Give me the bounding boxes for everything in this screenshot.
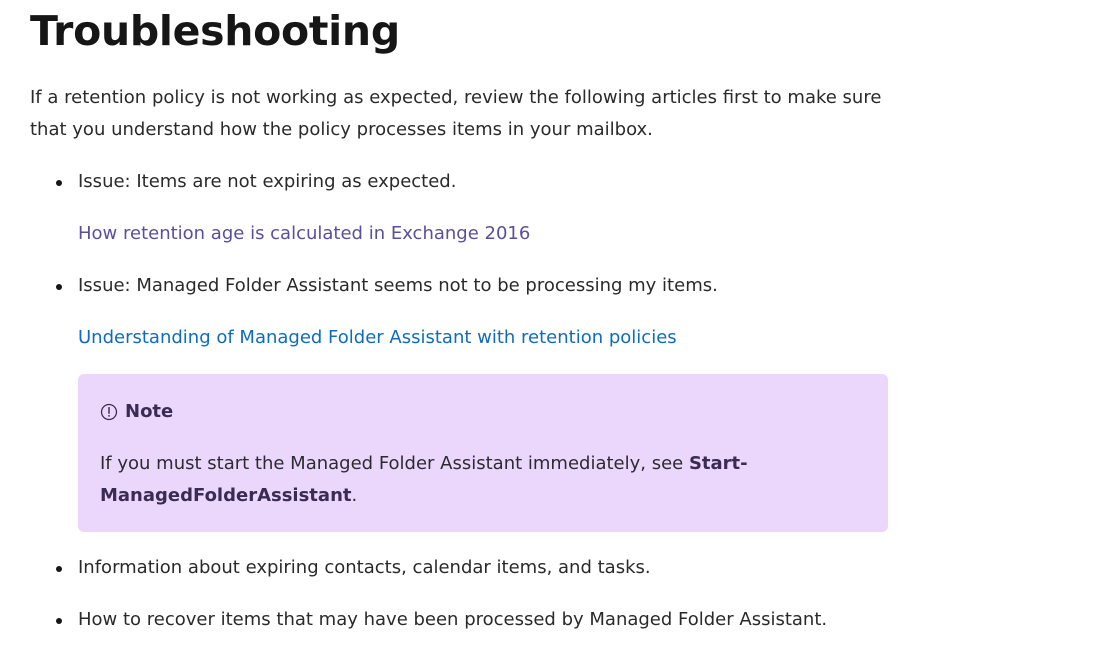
cmdlet-name: Start-ManagedFolderAssistant: [100, 453, 748, 506]
note-label: Note: [125, 401, 174, 422]
list-item: [30, 166, 930, 250]
list-item: [30, 270, 930, 532]
issue-text: Issue: Managed Folder Assistant seems not to be processing my items.: [78, 275, 718, 296]
managed-folder-assistant-link[interactable]: Understanding of Managed Folder Assistant with retention policies: [78, 327, 677, 348]
bullet-icon: [56, 566, 62, 572]
issue-text: Issue: Items are not expiring as expected.: [78, 171, 457, 192]
note-callout: [78, 374, 888, 532]
note-body: [100, 448, 866, 512]
list-item: [30, 552, 930, 584]
note-text-end: .: [351, 485, 358, 506]
info-text: How to recover items that may have been processed by Managed Folder Assistant.: [78, 609, 828, 630]
intro-paragraph: If a retention policy is not working as expected, review the following articles first to make sure that you understand how the policy processes items in your mailbox.: [30, 87, 882, 140]
bullet-icon: [56, 618, 62, 624]
bullet-icon: [56, 284, 62, 290]
troubleshooting-list: [30, 166, 930, 636]
info-circle-icon: [100, 403, 118, 421]
retention-age-link[interactable]: How retention age is calculated in Exchange 2016: [78, 223, 531, 244]
bullet-icon: [56, 180, 62, 186]
note-heading: [100, 398, 866, 426]
page-title: Troubleshooting: [30, 7, 400, 55]
note-text: If you must start the Managed Folder Assistant immediately, see: [100, 453, 689, 474]
info-text: Information about expiring contacts, calendar items, and tasks.: [78, 557, 651, 578]
list-item: [30, 604, 930, 636]
article-content: [30, 0, 930, 636]
